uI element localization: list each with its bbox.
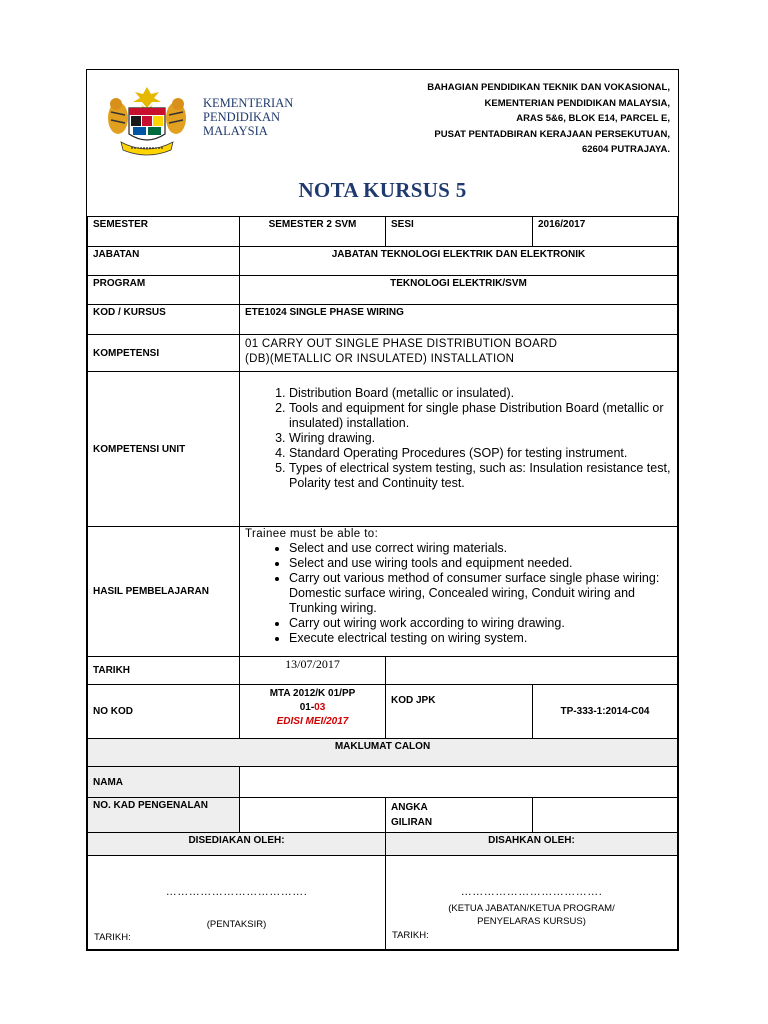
- list-item: 5. Types of electrical system testing, such as: Insulation resistance test, Polarity test and Continuity test.: [289, 461, 672, 491]
- list-item: 3. Wiring drawing.: [289, 431, 672, 446]
- table-row: [88, 372, 678, 527]
- disediakan-label: DISEDIAKAN OLEH:: [88, 833, 386, 856]
- table-row: [88, 217, 678, 247]
- trainee-intro: Trainee must be able to:: [245, 528, 379, 540]
- kompetensi-value: 01 CARRY OUT SINGLE PHASE DISTRIBUTION BOARD (DB)(METALLIC OR INSULATED) INSTALLATION: [240, 335, 678, 372]
- list-item: • Execute electrical testing on wiring system.: [289, 631, 672, 646]
- table-row: [88, 685, 678, 739]
- document-frame: [86, 69, 679, 951]
- signature-pentaksir[interactable]: ………………………………. (PENTAKSIR) TARIKH:: [88, 856, 386, 950]
- ministry-address: BAHAGIAN PENDIDIKAN TEKNIK DAN VOKASIONAL, KEMENTERIAN PENDIDIKAN MALAYSIA, ARAS 5&6, BLOK E14, PARCEL E, PUSAT PENTADBIRAN KERAJAAN PERSEKUTUAN, 62604 PUTRAJAYA.: [427, 82, 670, 155]
- malaysia-coat-of-arms-icon: [101, 84, 193, 158]
- nokod-value: MTA 2012/K 01/PP 01-03 EDISI MEI/2017: [240, 685, 386, 739]
- angka-giliran-field[interactable]: [533, 798, 678, 833]
- table-row: [88, 767, 678, 798]
- table-row: [88, 305, 678, 335]
- table-row: [88, 856, 678, 950]
- kodjpk-value: TP-333-1:2014-C04: [533, 685, 678, 739]
- nama-field[interactable]: [240, 767, 678, 798]
- table-row: [88, 739, 678, 767]
- nama-label: NAMA: [88, 767, 240, 798]
- hasil-pembelajaran-list: [240, 527, 678, 657]
- document-title: NOTA KURSUS 5: [298, 178, 467, 202]
- list-item: • Carry out wiring work according to wiring drawing.: [289, 616, 672, 631]
- list-item: • Carry out various method of consumer surface single phase wiring: Domestic surface wiring, Concealed wiring, Conduit wiring and Trunking wiring.: [289, 571, 672, 616]
- sesi-label: SESI: [386, 217, 533, 247]
- jabatan-value: JABATAN TEKNOLOGI ELEKTRIK DAN ELEKTRONIK: [240, 247, 678, 276]
- hasil-pembelajaran-label: HASIL PEMBELAJARAN: [88, 527, 240, 657]
- table-row: [88, 657, 678, 685]
- kodjpk-label: KOD JPK: [386, 685, 533, 739]
- program-label: PROGRAM: [88, 276, 240, 305]
- nokp-field[interactable]: [240, 798, 386, 833]
- edisi-label: EDISI MEI/2017: [276, 716, 349, 727]
- table-row: [88, 527, 678, 657]
- list-item: • Select and use correct wiring materials.: [289, 541, 672, 556]
- tarikh-value: 13/07/2017: [240, 657, 386, 685]
- jabatan-label: JABATAN: [88, 247, 240, 276]
- table-row: [88, 335, 678, 372]
- tarikh-empty: [386, 657, 678, 685]
- table-row: [88, 798, 678, 833]
- table-row: [88, 833, 678, 856]
- program-value: TEKNOLOGI ELEKTRIK/SVM: [240, 276, 678, 305]
- document-header: [87, 70, 678, 217]
- tarikh-label: TARIKH: [88, 657, 240, 685]
- table-row: [88, 247, 678, 276]
- disahkan-label: DISAHKAN OLEH:: [386, 833, 678, 856]
- sesi-value: 2016/2017: [533, 217, 678, 247]
- table-row: [88, 276, 678, 305]
- kompetensi-unit-label: KOMPETENSI UNIT: [88, 372, 240, 527]
- list-item: 2. Tools and equipment for single phase Distribution Board (metallic or insulated) installation.: [289, 401, 672, 431]
- nokp-label: NO. KAD PENGENALAN: [88, 798, 240, 833]
- semester-label: SEMESTER: [88, 217, 240, 247]
- list-item: 1. Distribution Board (metallic or insulated).: [289, 386, 672, 401]
- kompetensi-label: KOMPETENSI: [88, 335, 240, 372]
- course-info-table: [87, 216, 678, 950]
- nokod-label: NO KOD: [88, 685, 240, 739]
- list-item: 4. Standard Operating Procedures (SOP) for testing instrument.: [289, 446, 672, 461]
- kod-kursus-value: ETE1024 SINGLE PHASE WIRING: [240, 305, 678, 335]
- kompetensi-unit-list: [240, 372, 678, 527]
- maklumat-calon-header: MAKLUMAT CALON: [88, 739, 678, 767]
- signature-ketua[interactable]: ………………………………. (KETUA JABATAN/KETUA PROGRAM/ PENYELARAS KURSUS) TARIKH:: [386, 856, 678, 950]
- angka-giliran-label: ANGKA GILIRAN: [386, 798, 533, 833]
- kod-kursus-label: KOD / KURSUS: [88, 305, 240, 335]
- list-item: • Select and use wiring tools and equipment needed.: [289, 556, 672, 571]
- semester-value: SEMESTER 2 SVM: [240, 217, 386, 247]
- ministry-name: KEMENTERIAN PENDIDIKAN MALAYSIA: [203, 96, 294, 138]
